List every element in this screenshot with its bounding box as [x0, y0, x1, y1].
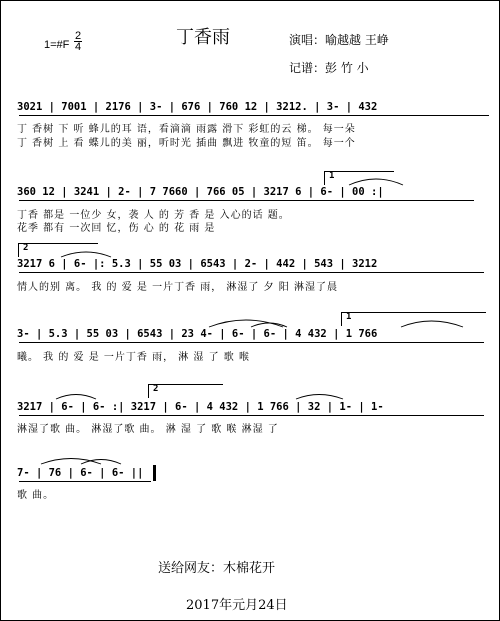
score-line-1-notes: 3021 | 7001 | 2176 | 3- | 676 | 760 12 | 3212. | 3- | 432: [17, 101, 378, 113]
score-line-5-lyric: 淋湿了歌 曲。 淋湿了歌 曲。 淋 湿 了 歌 喉 淋湿 了: [17, 424, 279, 435]
song-title: 丁香雨: [176, 27, 230, 48]
volta-1-number: 1: [329, 171, 335, 181]
meter-top: 2: [74, 30, 82, 42]
slur: [349, 179, 403, 185]
score-line-3-notes: 3217 6 | 6- |: 5.3 | 55 03 | 6543 | 2- | 442 | 543 | 3212: [17, 258, 378, 270]
score-line-6-notes: 7- | 76 | 6- | 6- ||: [17, 467, 144, 479]
date: 2017年元月24日: [186, 598, 288, 613]
slur: [41, 459, 101, 465]
score-line-4-notes: 3- | 5.3 | 55 03 | 6543 | 23 4- | 6- | 6- | 4 432 | 1 766: [17, 328, 378, 340]
score-line-2-lyric-a: 丁香 都是 一位少 女，袭 人 的 芳 香 是 入心的话 题。: [17, 210, 290, 221]
score-line-3-lyric: 情人的别 离。 我 的 爱 是 一片丁香 雨， 淋湿了 夕 阳 淋湿了晨: [17, 282, 338, 293]
dedication: 送给网友：木棉花开: [158, 561, 276, 576]
score-line-2-notes: 360 12 | 3241 | 2- | 7 7660 | 766 05 | 3217 6 | 6- | 00 :|: [17, 186, 384, 198]
slur: [401, 321, 463, 327]
slur: [296, 395, 343, 400]
slur-marks: [1, 1, 499, 620]
score-line-4-lyric: 曦。 我 的 爱 是 一片丁香 雨， 淋 湿 了 歌 喉: [17, 352, 250, 363]
score-line-5-notes: 3217 | 6- | 6- :| 3217 | 6- | 4 432 | 1 766 | 32 | 1- | 1-: [17, 401, 384, 413]
volta-1b-number: 1: [346, 312, 352, 322]
slur: [61, 252, 111, 257]
score-line-1-lyric-a: 丁 香树 下 听 蜂儿的耳 语，看滴滴 雨露 滑下 彩虹的云 梯。 每一朵: [17, 124, 356, 135]
singers-credit: 演唱：喻越越 王峥: [289, 33, 389, 47]
key-signature: 1=#F: [44, 39, 70, 51]
score-line-2-lyric-b: 花季 都有 一次回 忆，伤 心 的 花 雨 是: [17, 223, 216, 234]
transcriber-credit: 记谱：彭 竹 小: [289, 61, 369, 75]
slur: [56, 395, 96, 400]
volta-2-number: 2: [23, 243, 29, 253]
volta-2b-number: 2: [153, 384, 159, 394]
score-line-1-lyric-b: 丁 香树 上 看 蝶儿的美 丽，听时光 插曲 飘进 牧童的短 笛。 每一个: [17, 138, 356, 149]
score-line-6-lyric: 歌 曲。: [17, 490, 55, 501]
meter-bottom: 4: [74, 41, 82, 53]
